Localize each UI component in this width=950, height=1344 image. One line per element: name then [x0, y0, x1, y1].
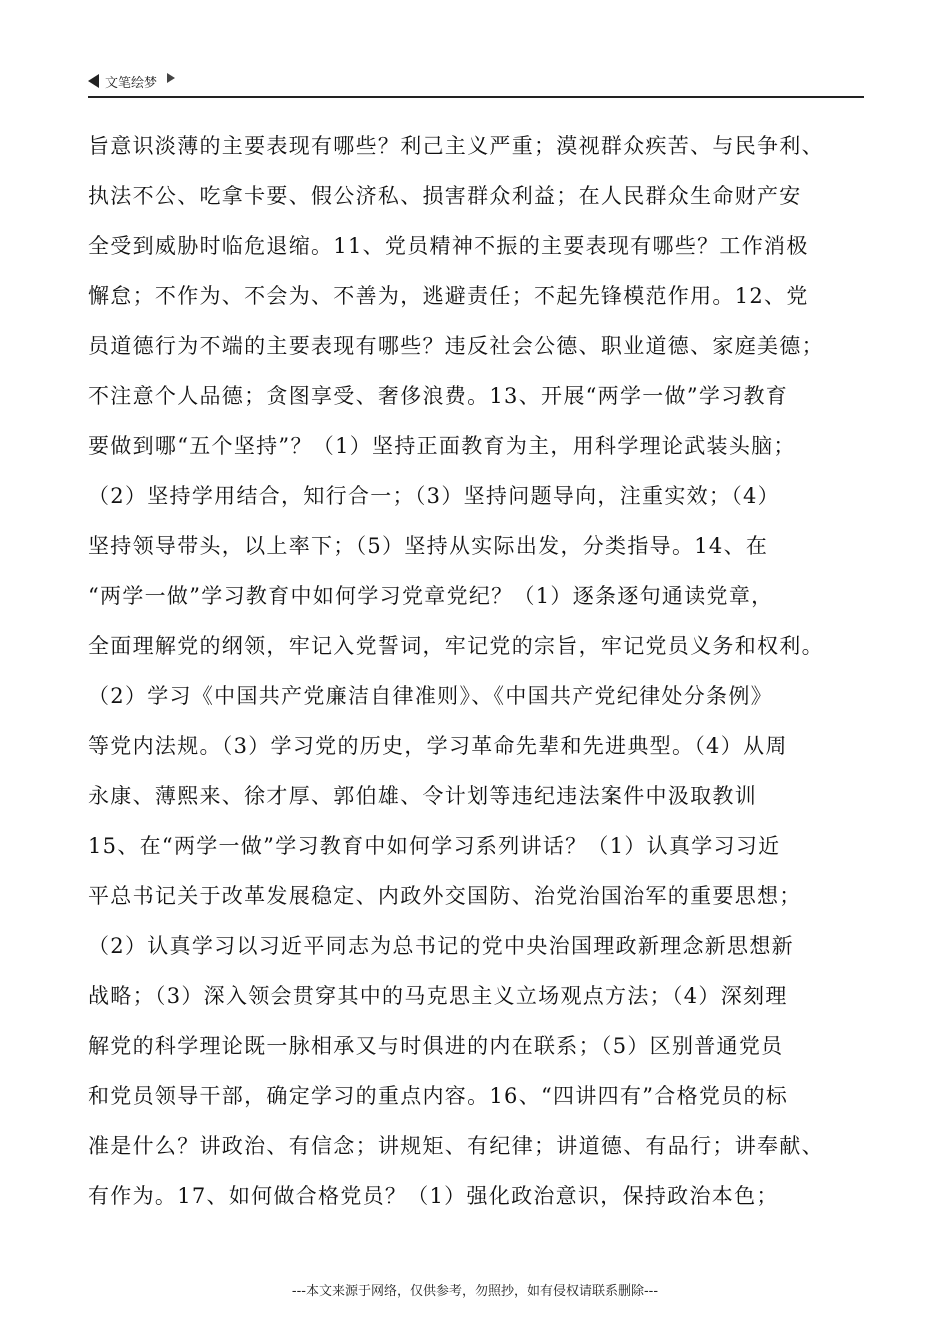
text-line: 不注意个人品德；贪图享受、奢侈浪费。13、开展“两学一做”学习教育 — [88, 384, 789, 408]
text-line: 全面理解党的纲领，牢记入党誓词，牢记党的宗旨，牢记党员义务和权利。 — [88, 634, 824, 658]
text-line: 执法不公、吃拿卡要、假公济私、损害群众利益；在人民群众生命财产安 — [88, 184, 802, 208]
text-line: 有作为。17、如何做合格党员？（1）强化政治意识，保持政治本色； — [88, 1184, 779, 1208]
text-line: 坚持领导带头，以上率下；（5）坚持从实际出发，分类指导。14、在 — [88, 534, 769, 558]
text-line: （2）坚持学用结合，知行合一；（3）坚持问题导向，注重实效；（4） — [88, 484, 780, 508]
text-line: 和党员领导干部，确定学习的重点内容。16、“四讲四有”合格党员的标 — [88, 1084, 789, 1108]
header-brand: 文笔绘梦 — [105, 75, 158, 91]
page-footer: ---本文来源于网络，仅供参考，勿照抄，如有侵权请联系删除--- — [291, 1284, 659, 1299]
triangle-right-icon — [167, 73, 175, 83]
text-line: 全受到威胁时临危退缩。11、党员精神不振的主要表现有哪些？工作消极 — [88, 234, 809, 258]
text-line: 员道德行为不端的主要表现有哪些？违反社会公德、职业道德、家庭美德； — [88, 334, 824, 358]
text-line: （2）认真学习以习近平同志为总书记的党中央治国理政新理念新思想新 — [88, 934, 794, 958]
text-line: 等党内法规。（3）学习党的历史，学习革命先辈和先进典型。（4）从周 — [88, 734, 788, 758]
text-line: 平总书记关于改革发展稳定、内政外交国防、治党治国治军的重要思想； — [88, 884, 802, 908]
text-line: （2）学习《中国共产党廉洁自律准则》、《中国共产党纪律处分条例》 — [88, 684, 773, 708]
document-body — [88, 128, 868, 1228]
text-line: 懈怠；不作为、不会为、不善为，逃避责任；不起先锋模范作用。12、党 — [88, 284, 809, 308]
page-header — [88, 66, 864, 98]
text-line: 战略；（3）深入领会贯穿其中的马克思主义立场观点方法；（4）深刻理 — [88, 984, 788, 1008]
text-line: 永康、薄熙来、徐才厚、郭伯雄、令计划等违纪违法案件中汲取教训 — [88, 784, 757, 808]
text-line: 准是什么？讲政治、有信念；讲规矩、有纪律；讲道德、有品行；讲奉献、 — [88, 1134, 824, 1158]
text-line: 解党的科学理论既一脉相承又与时俱进的内在联系；（5）区别普通党员 — [88, 1034, 784, 1058]
triangle-left-icon — [88, 74, 99, 88]
text-line: 要做到哪“五个坚持”？（1）坚持正面教育为主，用科学理论武装头脑； — [88, 434, 796, 458]
text-line: “两学一做”学习教育中如何学习党章党纪？（1）逐条逐句通读党章， — [88, 584, 774, 608]
text-line: 旨意识淡薄的主要表现有哪些？利己主义严重；漠视群众疾苦、与民争利、 — [88, 134, 824, 158]
text-line: 15、在“两学一做”学习教育中如何学习系列讲话？（1）认真学习习近 — [88, 834, 781, 858]
